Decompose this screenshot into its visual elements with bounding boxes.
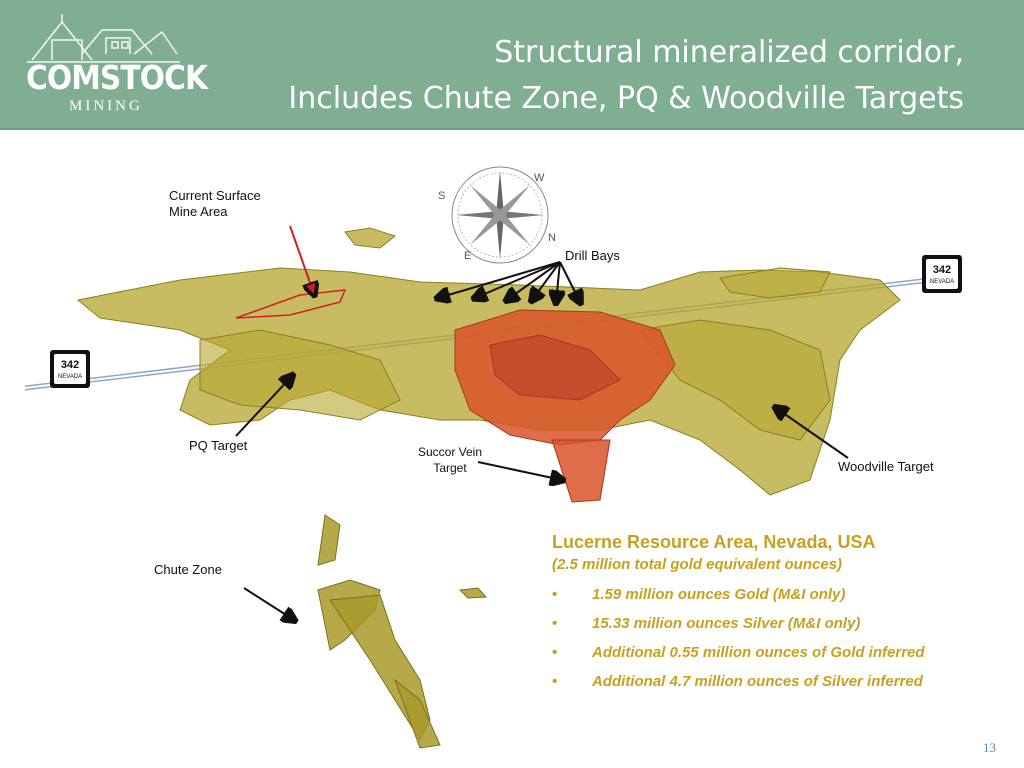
resource-info-box — [552, 530, 925, 696]
label-line: Succor Vein — [417, 445, 483, 459]
bullet-text: 1.59 million ounces Gold (M&I only) — [592, 586, 846, 603]
compass-e: E — [464, 250, 472, 262]
chute-zone-body — [318, 515, 486, 748]
bullet-icon: • — [552, 673, 558, 690]
compass-n: N — [548, 232, 556, 244]
resource-bullet-list — [552, 580, 925, 696]
title-line-1: Structural mineralized corridor, — [494, 35, 964, 70]
label-succor-vein-target — [410, 444, 490, 476]
road-sign-342-left — [50, 350, 90, 388]
list-item — [552, 638, 925, 667]
bullet-text: Additional 0.55 million ounces of Gold inferred — [592, 644, 925, 661]
bullet-icon: • — [552, 586, 558, 603]
road-sign-number: 342 — [60, 359, 80, 371]
bullet-text: 15.33 million ounces Silver (M&I only) — [592, 615, 861, 632]
road-sign-342-right — [922, 255, 962, 293]
list-item — [552, 580, 925, 609]
logo-wordmark: COMSTOCK — [26, 58, 208, 97]
label-line: Target — [433, 461, 467, 475]
label-current-surface-mine-area — [169, 188, 261, 220]
chute-zone-arrow — [244, 588, 294, 620]
road-sign-state: NEVADA — [57, 374, 83, 380]
label-pq-target: PQ Target — [189, 438, 248, 453]
succor-target-arrow — [478, 462, 562, 480]
page-number: 13 — [983, 740, 996, 755]
label-line: Current Surface — [169, 188, 261, 203]
resource-heading: Lucerne Resource Area, Nevada, USA — [552, 532, 876, 552]
logo-subtitle: MINING — [69, 98, 143, 114]
label-woodville-target: Woodville Target — [838, 459, 934, 474]
road-sign-number: 342 — [932, 264, 952, 276]
bullet-icon: • — [552, 615, 558, 632]
bullet-text: Additional 4.7 million ounces of Silver inferred — [592, 673, 923, 690]
label-chute-zone: Chute Zone — [154, 562, 222, 577]
label-line: Mine Area — [169, 204, 228, 219]
compass-w: W — [534, 172, 545, 184]
resource-subheading: (2.5 million total gold equivalent ounces) — [552, 556, 843, 573]
list-item — [552, 667, 925, 696]
label-drill-bays: Drill Bays — [565, 248, 620, 263]
compass-s: S — [438, 190, 446, 202]
road-sign-state: NEVADA — [929, 279, 955, 285]
title-line-2: Includes Chute Zone, PQ & Woodville Targets — [288, 81, 964, 116]
list-item — [552, 609, 925, 638]
bullet-icon: • — [552, 644, 558, 661]
compass-rose-icon — [438, 167, 556, 263]
